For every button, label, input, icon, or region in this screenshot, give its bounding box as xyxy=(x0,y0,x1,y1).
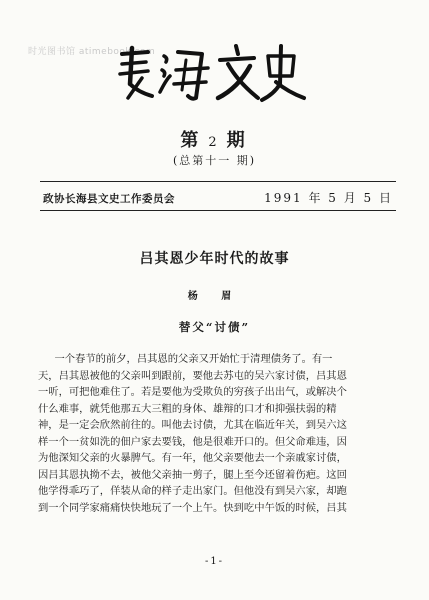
body-line: 一听，可把他难住了。若是要他为受欺负的穷孩子出出气，或解决个 xyxy=(38,386,347,398)
publication-date: 1991 年 5 月 5 日 xyxy=(264,191,393,205)
body-line: 神，是一定会欣然前往的。叫他去讨债，尤其在临近年关，到吴六这 xyxy=(38,419,347,431)
body-line: 什么难事，就凭他那五大三粗的身体、雄辩的口才和抑强扶弱的精 xyxy=(38,402,337,415)
masthead-calligraphy-art xyxy=(108,40,308,110)
article-title: 吕其恩少年时代的故事 xyxy=(139,251,290,267)
article-body xyxy=(38,351,398,551)
bottom-divider xyxy=(40,210,396,211)
issue-number-value: 2 xyxy=(208,135,221,150)
body-line: 样一个一贫如洗的佃户家去要钱，他是很难开口的。但父命难违，因 xyxy=(38,435,347,448)
issue-label-post: 期 xyxy=(226,130,249,151)
watermark: 时光图书馆 atimebook.com xyxy=(28,47,156,57)
section-title: 替父“讨债” xyxy=(178,320,251,334)
top-divider xyxy=(40,181,396,182)
page-number: -1- xyxy=(204,556,225,567)
article-author: 杨 眉 xyxy=(187,291,242,302)
body-line: 他学得乖巧了，佯装从命的样子走出家门。但他没有到吴六家，却跑 xyxy=(38,485,347,497)
body-line: 天，吕其恩被他的父亲叫到跟前，要他去苏屯的吴六家讨债，吕其恩 xyxy=(38,369,347,382)
publication-info xyxy=(43,189,393,206)
masthead-calligraphy xyxy=(108,40,308,110)
body-line: 因吕其恩执拗不去，被他父亲抽一剪子，腿上至今还留着伤疤。这回 xyxy=(38,468,347,481)
issue-label-pre: 第 xyxy=(180,130,203,151)
body-line: 一个春节的前夕，吕其恩的父亲又开始忙于清理债务了。有一 xyxy=(54,353,333,365)
body-line: 到一个同学家痛痛快快地玩了一个上午。快到吃中午饭的时候，吕其 xyxy=(38,501,347,514)
issue-number xyxy=(0,126,429,152)
publisher-org: 政协长海县文史工作委员会 xyxy=(43,193,175,205)
issue-total: (总第十一 期) xyxy=(172,154,257,167)
body-line: 为他深知父亲的火暴脾气。有一年，他父亲要他去一个亲戚家讨债， xyxy=(38,452,347,464)
